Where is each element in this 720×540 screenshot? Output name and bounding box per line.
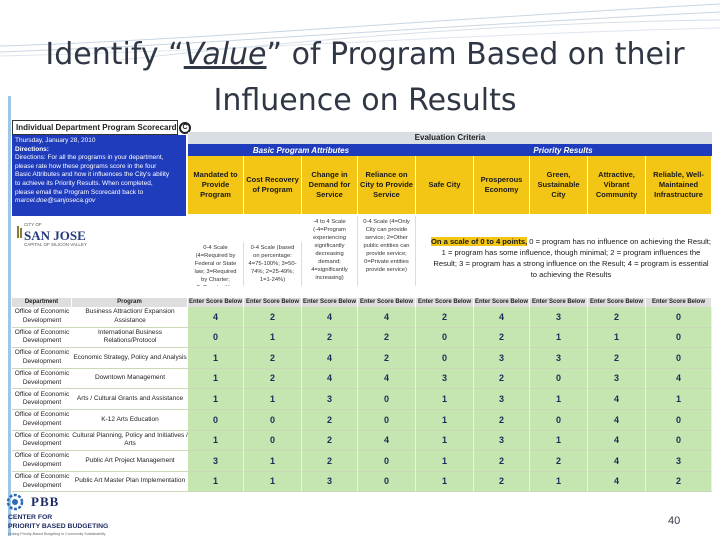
score-cell[interactable]: 2 [302, 451, 358, 472]
department-cell: Office of Economic Development [12, 348, 72, 369]
score-cell[interactable]: 1 [416, 451, 474, 472]
score-cell[interactable]: 1 [188, 431, 244, 452]
score-cell[interactable]: 1 [244, 389, 302, 410]
score-cell[interactable]: 1 [188, 389, 244, 410]
score-cell[interactable]: 1 [416, 410, 474, 431]
score-cell[interactable]: 2 [474, 472, 530, 493]
program-cell: K-12 Arts Education [72, 410, 188, 431]
pbb-wordmark: PBB [31, 494, 60, 509]
scale-reliance: 0-4 Scale (4=Only City can provide service; 2=Other public entities can provide service; 0=Private entities provide service) [358, 216, 416, 286]
score-cell[interactable]: 0 [358, 410, 416, 431]
program-cell: Business Attraction/ Expansion Assistance [72, 307, 188, 328]
table-row [12, 410, 712, 431]
score-cell[interactable]: 1 [188, 472, 244, 493]
c-logo-icon: C [179, 122, 191, 134]
score-cell[interactable]: 3 [188, 451, 244, 472]
results-scale-text [430, 236, 712, 292]
table-row [12, 389, 712, 410]
results-scale-lead: On a scale of 0 to 4 points, [430, 237, 528, 246]
program-header: Program [72, 298, 188, 307]
score-cell[interactable]: 4 [302, 369, 358, 390]
col-reliance: Reliance on City to Provide Service [358, 156, 416, 214]
score-cell[interactable]: 4 [302, 307, 358, 328]
score-cell[interactable]: 2 [474, 410, 530, 431]
score-cell[interactable]: 4 [358, 307, 416, 328]
score-cell[interactable]: 0 [530, 410, 588, 431]
program-cell: Public Art Project Management [72, 451, 188, 472]
title-prefix: Identify “ [45, 37, 184, 72]
program-cell: Cultural Planning, Policy and Initiatives / Arts [72, 431, 188, 452]
department-cell: Office of Economic Development [12, 369, 72, 390]
score-cell[interactable]: 1 [530, 328, 588, 349]
score-cell[interactable]: 1 [244, 472, 302, 493]
score-header: Enter Score Below [588, 298, 646, 307]
score-cell[interactable]: 1 [646, 389, 712, 410]
table-row [12, 348, 712, 369]
score-cell[interactable]: 4 [188, 307, 244, 328]
col-change-demand: Change in Demand for Service [302, 156, 358, 214]
score-cell[interactable]: 0 [646, 431, 712, 452]
score-cell[interactable]: 1 [188, 348, 244, 369]
score-cell[interactable]: 2 [244, 348, 302, 369]
score-cell[interactable]: 1 [416, 472, 474, 493]
side-rail [8, 96, 11, 536]
score-cell[interactable]: 2 [416, 307, 474, 328]
score-cell[interactable]: 1 [588, 328, 646, 349]
pbb-center-line1: CENTER FOR [8, 514, 53, 521]
score-cell[interactable]: 0 [188, 410, 244, 431]
score-cell[interactable]: 2 [302, 410, 358, 431]
score-header: Enter Score Below [530, 298, 588, 307]
score-cell[interactable]: 4 [646, 369, 712, 390]
score-cell[interactable]: 4 [588, 451, 646, 472]
score-cell[interactable]: 1 [244, 328, 302, 349]
score-cell[interactable]: 0 [358, 451, 416, 472]
department-cell: Office of Economic Development [12, 451, 72, 472]
col-attractive-community: Attractive, Vibrant Community [588, 156, 646, 214]
col-infrastructure: Reliable, Well-Maintained Infrastructure [646, 156, 712, 214]
score-cell[interactable]: 4 [588, 472, 646, 493]
score-header: Enter Score Below [416, 298, 474, 307]
score-cell[interactable]: 0 [244, 431, 302, 452]
directions-line: Directions: For all the programs in your department, [15, 154, 164, 162]
pbb-gear-icon [6, 493, 30, 511]
slide-title [20, 32, 710, 124]
department-cell: Office of Economic Development [12, 389, 72, 410]
score-cell[interactable]: 2 [474, 369, 530, 390]
program-cell: Arts / Cultural Grants and Assistance [72, 389, 188, 410]
department-cell: Office of Economic Development [12, 431, 72, 452]
city-logo-small: CITY OF [24, 222, 42, 227]
directions-line: please email the Program Scorecard back to [15, 188, 144, 196]
score-cell[interactable]: 2 [474, 451, 530, 472]
score-cell[interactable]: 2 [530, 451, 588, 472]
table-row [12, 328, 712, 349]
score-cell[interactable]: 0 [646, 348, 712, 369]
score-cell[interactable]: 0 [646, 307, 712, 328]
evaluation-criteria-header: Evaluation Criteria [188, 132, 712, 144]
directions-line: please rate how these programs score in the four [15, 162, 157, 170]
score-cell[interactable]: 0 [530, 369, 588, 390]
score-cell[interactable]: 1 [530, 389, 588, 410]
scorecard-title: Individual Department Program Scorecard [12, 120, 178, 135]
score-cell[interactable]: 4 [358, 431, 416, 452]
score-cell[interactable]: 2 [474, 328, 530, 349]
score-cell[interactable]: 4 [588, 410, 646, 431]
program-cell: Downtown Management [72, 369, 188, 390]
score-cell[interactable]: 0 [646, 328, 712, 349]
score-cell[interactable]: 0 [416, 348, 474, 369]
table-row [12, 369, 712, 390]
score-cell[interactable]: 4 [588, 389, 646, 410]
scorecard-sheet [12, 120, 712, 500]
score-cell[interactable]: 1 [530, 472, 588, 493]
score-cell[interactable]: 2 [588, 307, 646, 328]
department-cell: Office of Economic Development [12, 410, 72, 431]
department-cell: Office of Economic Development [12, 307, 72, 328]
pbb-tagline: Linking Priority-Based Budgeting to Community Sustainability [8, 532, 106, 536]
score-cell[interactable]: 4 [474, 307, 530, 328]
score-cell[interactable]: 4 [302, 348, 358, 369]
directions-email: marcel.doe@sanjoseca.gov [15, 197, 96, 205]
col-safe-city: Safe City [416, 156, 474, 214]
page-number: 40 [668, 515, 681, 527]
score-cell[interactable]: 3 [530, 307, 588, 328]
score-cell[interactable]: 2 [358, 348, 416, 369]
department-cell: Office of Economic Development [12, 472, 72, 493]
program-cell: Public Art Master Plan Implementation [72, 472, 188, 493]
col-cost-recovery: Cost Recovery of Program [244, 156, 302, 214]
score-cell[interactable]: 0 [416, 328, 474, 349]
score-cell[interactable]: 3 [530, 348, 588, 369]
city-logo-name: SAN JOSE [24, 228, 86, 243]
score-cell[interactable]: 3 [474, 431, 530, 452]
table-row [12, 451, 712, 472]
results-scale-body: 0 = program has no influence on achieving the Result; 1 = program has some influence, though minimal; 2 = program influences the Result; 3 = program has a strong influence on the Result; 4 = program is essential to achieving the Results [433, 237, 712, 279]
score-cell[interactable]: 0 [244, 410, 302, 431]
score-cell[interactable]: 2 [244, 307, 302, 328]
score-cell[interactable]: 2 [358, 328, 416, 349]
pbb-center-line2: PRIORITY BASED BUDGETING [8, 522, 109, 530]
col-prosperous-economy: Prosperous Economy [474, 156, 530, 214]
score-cell[interactable]: 0 [188, 328, 244, 349]
program-cell: Economic Strategy, Policy and Analysis [72, 348, 188, 369]
score-cell[interactable]: 4 [358, 369, 416, 390]
city-logo [12, 216, 186, 286]
score-header: Enter Score Below [646, 298, 712, 307]
city-logo-sub: CAPITAL OF SILICON VALLEY [24, 242, 87, 247]
score-cell[interactable]: 3 [302, 389, 358, 410]
title-suffix: ” of Program Based on their Influence on Results [213, 37, 685, 118]
score-cell[interactable]: 3 [416, 369, 474, 390]
pbb-logo [6, 493, 136, 539]
score-cell[interactable]: 1 [416, 389, 474, 410]
pbb-center-name [8, 514, 108, 531]
score-cell[interactable]: 1 [416, 431, 474, 452]
score-cell[interactable]: 0 [358, 472, 416, 493]
directions-line: to achieve its Priority Results. When completed, [15, 179, 153, 187]
score-header: Enter Score Below [244, 298, 302, 307]
scale-cost-recovery: 0-4 Scale (based on percentage: 4=75-100%; 3=50-74%; 2=25-49%; 1=1-24%) [244, 242, 302, 286]
score-header: Enter Score Below [188, 299, 242, 305]
title-emphasis: Value [183, 37, 267, 72]
score-header: Enter Score Below [474, 299, 528, 305]
score-cell[interactable]: 1 [188, 369, 244, 390]
directions-line [15, 146, 183, 155]
col-mandated: Mandated to Provide Program [188, 156, 244, 214]
department-header: Department [12, 298, 72, 307]
department-cell: Office of Economic Development [12, 328, 72, 349]
score-header: Enter Score Below [358, 298, 416, 307]
score-cell[interactable]: 0 [358, 389, 416, 410]
table-row [12, 307, 712, 328]
program-cell: International Business Relations/Protocol [72, 328, 188, 349]
score-cell[interactable]: 2 [302, 328, 358, 349]
score-cell[interactable]: 2 [646, 472, 712, 493]
basic-attributes-header: Basic Program Attributes [188, 144, 414, 156]
score-cell[interactable]: 3 [588, 369, 646, 390]
score-cell[interactable]: 2 [588, 348, 646, 369]
scale-mandated: 0-4 Scale (4=Required by Federal or State law; 3=Required by Charter; [188, 242, 244, 286]
score-cell[interactable]: 3 [302, 472, 358, 493]
score-header: Enter Score Below [302, 299, 356, 305]
score-cell[interactable]: 2 [302, 431, 358, 452]
city-emblem-icon [16, 224, 24, 240]
priority-results-header: Priority Results [414, 144, 712, 156]
table-row [12, 431, 712, 452]
table-row [12, 472, 712, 493]
score-cell[interactable]: 1 [530, 431, 588, 452]
col-green-city: Green, Sustainable City [530, 156, 588, 214]
directions-line: Basic Attributes and how it influences the City's ability [15, 171, 170, 179]
score-cell[interactable]: 3 [646, 451, 712, 472]
score-cell[interactable]: 2 [244, 369, 302, 390]
directions-label: Directions: [15, 145, 49, 153]
score-cell[interactable]: 4 [588, 431, 646, 452]
score-cell[interactable]: 0 [646, 410, 712, 431]
directions-line: Thursday, January 28, 2010 [15, 137, 96, 144]
scale-change-demand: -4 to 4 Scale (-4=Program experiencing significantly decreasing demand; 4=significantly increasing) [302, 216, 358, 286]
score-cell[interactable]: 3 [474, 348, 530, 369]
score-cell[interactable]: 1 [244, 451, 302, 472]
score-cell[interactable]: 3 [474, 389, 530, 410]
